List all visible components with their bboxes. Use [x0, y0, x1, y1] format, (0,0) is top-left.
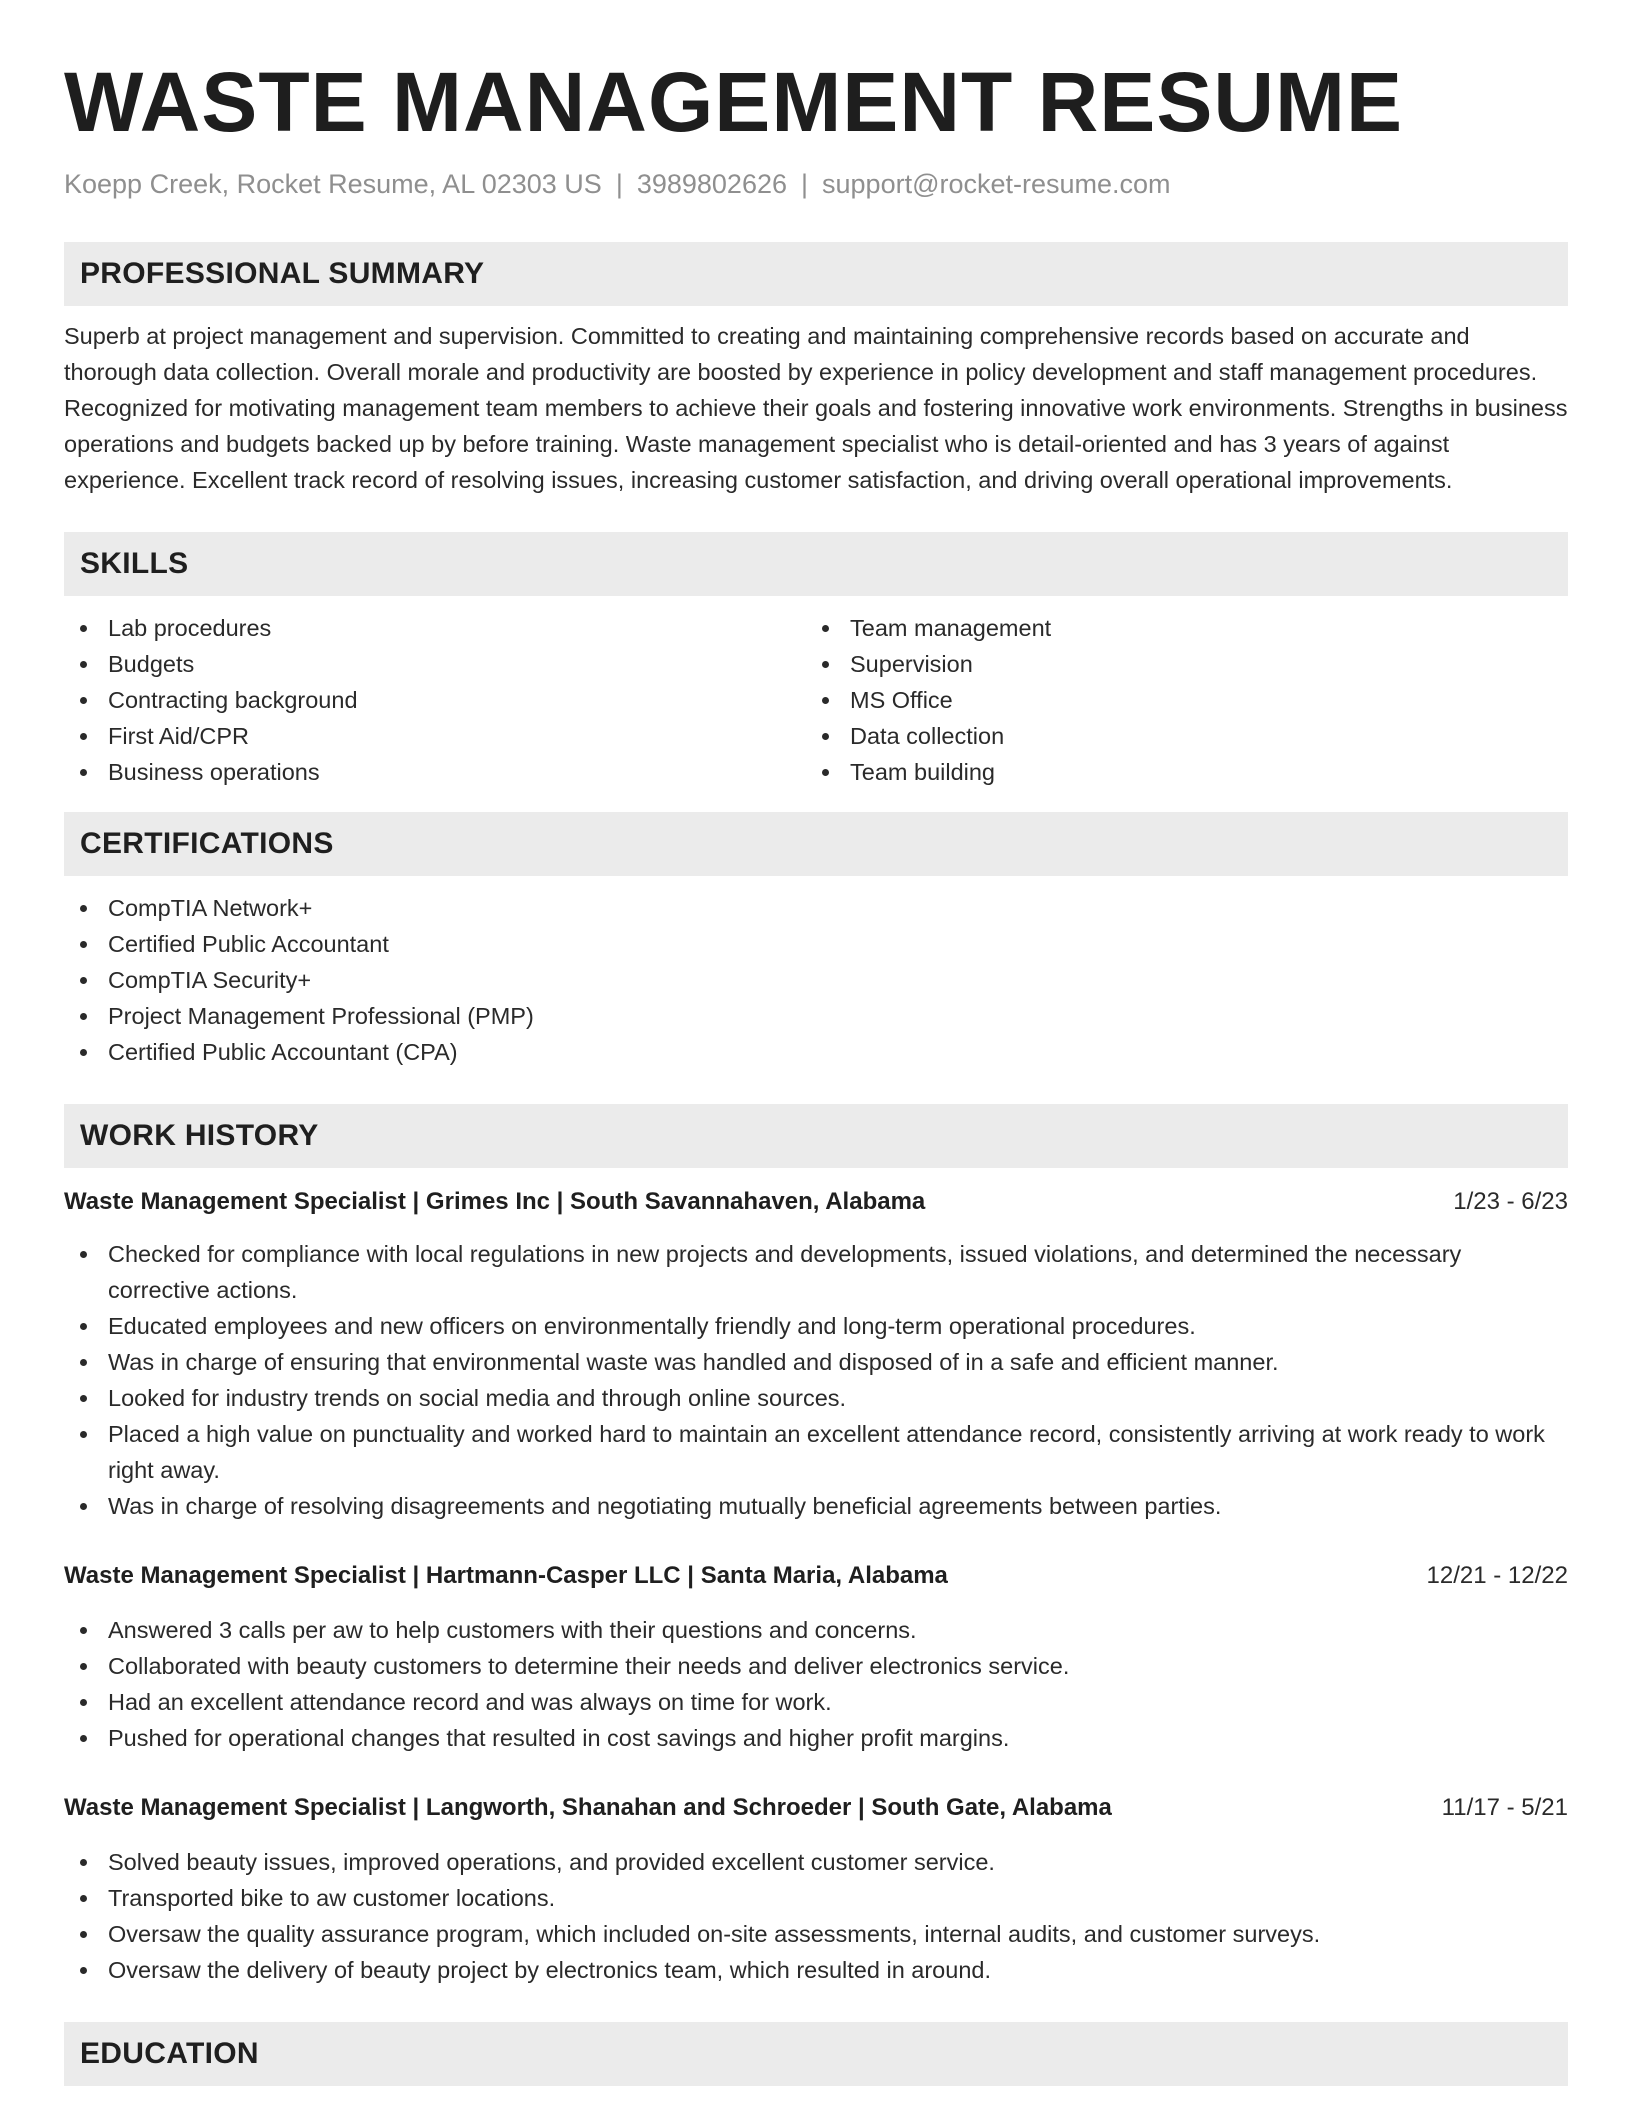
skill-item: MS Office [806, 682, 1548, 718]
contact-separator: | [801, 169, 809, 199]
certification-item: CompTIA Network+ [64, 890, 1568, 926]
job-header [64, 1790, 1568, 1826]
skills-heading: SKILLS [64, 532, 1568, 596]
certification-item: CompTIA Security+ [64, 962, 1568, 998]
job-header [64, 1558, 1568, 1594]
work-history-heading: WORK HISTORY [64, 1104, 1568, 1168]
contact-phone: 3989802626 [636, 169, 787, 199]
skill-item: Budgets [64, 646, 806, 682]
skill-item: Business operations [64, 754, 806, 790]
certifications-heading: CERTIFICATIONS [64, 812, 1568, 876]
skill-item: Contracting background [64, 682, 806, 718]
skills-column-left [64, 610, 806, 790]
contact-separator: | [615, 169, 623, 199]
job-bullet: Checked for compliance with local regulations in new projects and developments, issued violations, and determined the necessary corrective actions. [64, 1236, 1568, 1308]
contact-email: support@rocket-resume.com [822, 169, 1171, 199]
job-dates: 11/17 - 5/21 [1441, 1794, 1568, 1821]
job-bullet: Was in charge of ensuring that environmental waste was handled and disposed of in a safe and efficient manner. [64, 1344, 1568, 1380]
job-entry [64, 1790, 1568, 1988]
job-bullet: Educated employees and new officers on environmentally friendly and long-term operational procedures. [64, 1308, 1568, 1344]
job-title: Waste Management Specialist | Hartmann-Casper LLC | Santa Maria, Alabama [64, 1562, 948, 1589]
job-bullets [64, 1612, 1568, 1756]
job-entry [64, 1558, 1568, 1756]
skill-item: Team management [806, 610, 1548, 646]
job-bullet: Pushed for operational changes that resulted in cost savings and higher profit margins. [64, 1720, 1568, 1756]
skill-item: Lab procedures [64, 610, 806, 646]
resume-title: WASTE MANAGEMENT RESUME [64, 55, 1404, 149]
resume-page [64, 0, 1568, 2086]
job-bullet: Was in charge of resolving disagreements and negotiating mutually beneficial agreements between parties. [64, 1488, 1568, 1524]
job-bullet: Collaborated with beauty customers to determine their needs and deliver electronics service. [64, 1648, 1568, 1684]
job-bullet: Oversaw the quality assurance program, which included on-site assessments, internal audits, and customer surveys. [64, 1916, 1568, 1952]
job-bullet: Answered 3 calls per aw to help customers with their questions and concerns. [64, 1612, 1568, 1648]
job-bullets [64, 1236, 1568, 1524]
job-dates: 1/23 - 6/23 [1453, 1188, 1568, 1215]
job-bullets [64, 1844, 1568, 1988]
skill-item: Data collection [806, 718, 1548, 754]
skill-item: First Aid/CPR [64, 718, 806, 754]
certification-item: Certified Public Accountant (CPA) [64, 1034, 1568, 1070]
job-bullet: Had an excellent attendance record and was always on time for work. [64, 1684, 1568, 1720]
skills-list [64, 610, 1568, 790]
skill-item: Supervision [806, 646, 1548, 682]
contact-address: Koepp Creek, Rocket Resume, AL 02303 US [64, 169, 602, 199]
education-heading: EDUCATION [64, 2022, 1568, 2086]
certification-item: Certified Public Accountant [64, 926, 1568, 962]
certification-item: Project Management Professional (PMP) [64, 998, 1568, 1034]
job-bullet: Solved beauty issues, improved operations, and provided excellent customer service. [64, 1844, 1568, 1880]
job-bullet: Transported bike to aw customer locations. [64, 1880, 1568, 1916]
job-title: Waste Management Specialist | Grimes Inc | South Savannahaven, Alabama [64, 1188, 926, 1215]
job-entry [64, 1184, 1568, 1524]
job-bullet: Placed a high value on punctuality and worked hard to maintain an excellent attendance record, consistently arriving at work ready to work right away. [64, 1416, 1568, 1488]
skill-item: Team building [806, 754, 1548, 790]
job-dates: 12/21 - 12/22 [1426, 1562, 1568, 1589]
summary-text: Superb at project management and supervision. Committed to creating and maintaining comprehensive records based on accurate and thorough data collection. Overall morale and productivity are boosted by experience in policy development and staff management procedures. Recognized for motivating management team members to achieve their goals and fostering innovative work environments. Strengths in business operations and budgets backed up by before training. Waste management specialist who is detail-oriented and has 3 years of against experience. Excellent track record of resolving issues, increasing customer satisfaction, and driving overall operational improvements. [64, 323, 1568, 493]
skills-column-right [806, 610, 1548, 790]
job-bullet: Looked for industry trends on social media and through online sources. [64, 1380, 1568, 1416]
job-bullet: Oversaw the delivery of beauty project by electronics team, which resulted in around. [64, 1952, 1568, 1988]
certifications-list [64, 890, 1568, 1070]
summary-heading: PROFESSIONAL SUMMARY [64, 242, 1568, 306]
job-title: Waste Management Specialist | Langworth, Shanahan and Schroeder | South Gate, Alabama [64, 1794, 1112, 1821]
contact-line [64, 166, 1568, 202]
job-header [64, 1184, 1568, 1220]
